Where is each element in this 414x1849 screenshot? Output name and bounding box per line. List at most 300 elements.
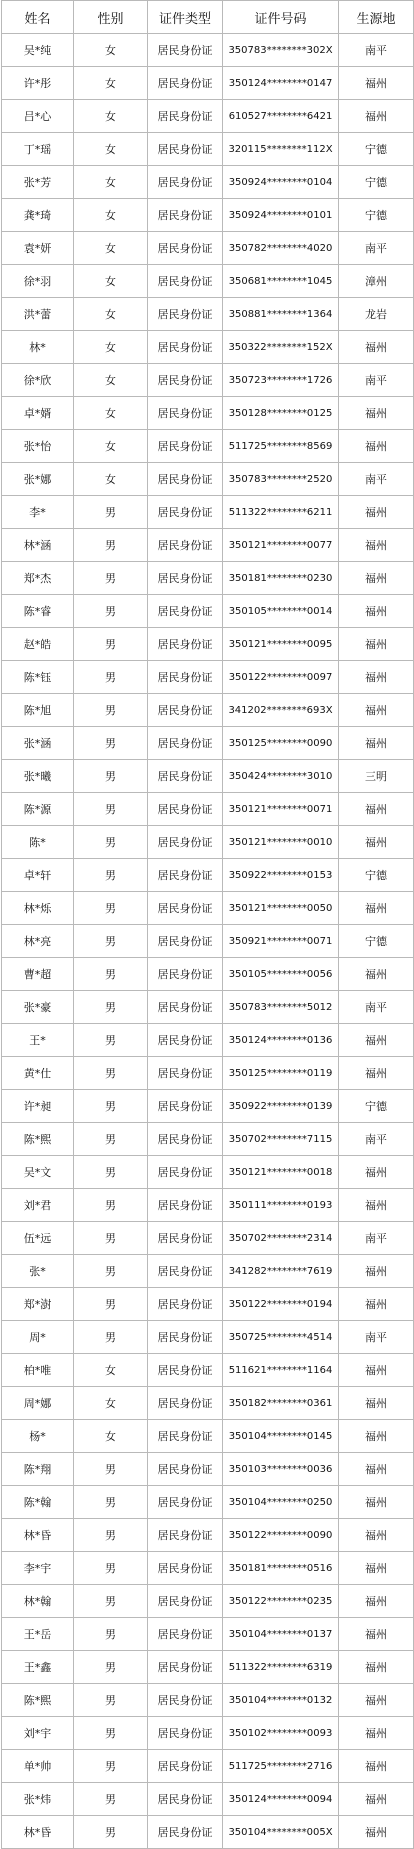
name-cell: 林*: [2, 331, 74, 364]
origin-cell: 南平: [339, 1222, 414, 1255]
name-cell: 李*: [2, 496, 74, 529]
table-row: [2, 331, 414, 364]
origin-cell: 宁德: [339, 859, 414, 892]
id-number-cell: 350121********0077: [223, 529, 339, 562]
table-row: [2, 67, 414, 100]
gender-cell: 女: [74, 331, 148, 364]
name-cell: 林*昏: [2, 1816, 74, 1849]
table-row: [2, 100, 414, 133]
id-type-cell: 居民身份证: [148, 331, 223, 364]
table-row: [2, 1453, 414, 1486]
name-cell: 刘*君: [2, 1189, 74, 1222]
id-type-cell: 居民身份证: [148, 826, 223, 859]
gender-cell: 男: [74, 1486, 148, 1519]
name-cell: 林*涵: [2, 529, 74, 562]
origin-cell: 福州: [339, 1288, 414, 1321]
table-row: [2, 1123, 414, 1156]
id-type-cell: 居民身份证: [148, 166, 223, 199]
id-number-cell: 350122********0097: [223, 661, 339, 694]
table-row: [2, 1783, 414, 1816]
gender-cell: 女: [74, 133, 148, 166]
gender-cell: 女: [74, 265, 148, 298]
id-number-cell: 320115********112X: [223, 133, 339, 166]
origin-cell: 福州: [339, 1684, 414, 1717]
name-cell: 张*怡: [2, 430, 74, 463]
id-number-cell: 350105********0056: [223, 958, 339, 991]
id-type-cell: 居民身份证: [148, 1090, 223, 1123]
table-row: [2, 1090, 414, 1123]
origin-cell: 福州: [339, 562, 414, 595]
id-type-cell: 居民身份证: [148, 859, 223, 892]
id-number-cell: 511322********6319: [223, 1651, 339, 1684]
id-type-cell: 居民身份证: [148, 1420, 223, 1453]
id-type-cell: 居民身份证: [148, 925, 223, 958]
name-cell: 王*鑫: [2, 1651, 74, 1684]
gender-cell: 男: [74, 1453, 148, 1486]
gender-cell: 男: [74, 1816, 148, 1849]
id-type-cell: 居民身份证: [148, 1123, 223, 1156]
table-row: [2, 826, 414, 859]
id-type-cell: 居民身份证: [148, 100, 223, 133]
name-cell: 张*: [2, 1255, 74, 1288]
gender-cell: 男: [74, 628, 148, 661]
table-row: [2, 1255, 414, 1288]
id-number-cell: 350924********0101: [223, 199, 339, 232]
gender-cell: 男: [74, 1222, 148, 1255]
origin-cell: 福州: [339, 1519, 414, 1552]
origin-cell: 福州: [339, 1486, 414, 1519]
gender-cell: 女: [74, 34, 148, 67]
id-type-cell: 居民身份证: [148, 958, 223, 991]
gender-cell: 男: [74, 1783, 148, 1816]
table-row: [2, 1684, 414, 1717]
name-cell: 丁*瑶: [2, 133, 74, 166]
gender-cell: 男: [74, 1552, 148, 1585]
table-row: [2, 859, 414, 892]
table-row: [2, 1156, 414, 1189]
id-number-cell: 350121********0018: [223, 1156, 339, 1189]
name-cell: 陈*翰: [2, 1486, 74, 1519]
origin-cell: 宁德: [339, 166, 414, 199]
origin-cell: 南平: [339, 364, 414, 397]
origin-cell: 福州: [339, 826, 414, 859]
gender-cell: 女: [74, 166, 148, 199]
table-row: [2, 1288, 414, 1321]
origin-cell: 南平: [339, 1321, 414, 1354]
id-number-cell: 350322********152X: [223, 331, 339, 364]
table-row: [2, 661, 414, 694]
id-type-cell: 居民身份证: [148, 463, 223, 496]
origin-cell: 南平: [339, 1123, 414, 1156]
name-cell: 陈*熙: [2, 1684, 74, 1717]
origin-cell: 三明: [339, 760, 414, 793]
origin-cell: 福州: [339, 1387, 414, 1420]
name-cell: 吕*心: [2, 100, 74, 133]
id-type-cell: 居民身份证: [148, 1321, 223, 1354]
origin-cell: 福州: [339, 661, 414, 694]
origin-cell: 福州: [339, 1816, 414, 1849]
header-gender: 性别: [74, 1, 148, 34]
student-id-table: [1, 0, 414, 1849]
id-number-cell: 350924********0104: [223, 166, 339, 199]
table-row: [2, 760, 414, 793]
id-type-cell: 居民身份证: [148, 1816, 223, 1849]
table-row: [2, 1057, 414, 1090]
id-type-cell: 居民身份证: [148, 1255, 223, 1288]
name-cell: 张*豪: [2, 991, 74, 1024]
id-number-cell: 511725********8569: [223, 430, 339, 463]
name-cell: 吴*纯: [2, 34, 74, 67]
name-cell: 林*亮: [2, 925, 74, 958]
id-type-cell: 居民身份证: [148, 199, 223, 232]
origin-cell: 宁德: [339, 1090, 414, 1123]
gender-cell: 女: [74, 232, 148, 265]
id-type-cell: 居民身份证: [148, 232, 223, 265]
name-cell: 李*宇: [2, 1552, 74, 1585]
gender-cell: 男: [74, 826, 148, 859]
gender-cell: 男: [74, 1024, 148, 1057]
id-type-cell: 居民身份证: [148, 529, 223, 562]
origin-cell: 福州: [339, 1651, 414, 1684]
gender-cell: 男: [74, 661, 148, 694]
origin-cell: 福州: [339, 331, 414, 364]
origin-cell: 福州: [339, 1189, 414, 1222]
gender-cell: 男: [74, 1684, 148, 1717]
id-number-cell: 350111********0193: [223, 1189, 339, 1222]
origin-cell: 宁德: [339, 925, 414, 958]
gender-cell: 男: [74, 562, 148, 595]
id-number-cell: 350681********1045: [223, 265, 339, 298]
name-cell: 周*娜: [2, 1387, 74, 1420]
table-row: [2, 1651, 414, 1684]
id-number-cell: 350104********0137: [223, 1618, 339, 1651]
id-number-cell: 511621********1164: [223, 1354, 339, 1387]
name-cell: 张*娜: [2, 463, 74, 496]
id-type-cell: 居民身份证: [148, 298, 223, 331]
gender-cell: 男: [74, 595, 148, 628]
gender-cell: 男: [74, 1717, 148, 1750]
id-type-cell: 居民身份证: [148, 1057, 223, 1090]
header-name: 姓名: [2, 1, 74, 34]
gender-cell: 男: [74, 1750, 148, 1783]
gender-cell: 男: [74, 1156, 148, 1189]
name-cell: 陈*旭: [2, 694, 74, 727]
gender-cell: 男: [74, 1090, 148, 1123]
name-cell: 王*: [2, 1024, 74, 1057]
name-cell: 黄*仕: [2, 1057, 74, 1090]
header-id-type: 证件类型: [148, 1, 223, 34]
name-cell: 陈*翔: [2, 1453, 74, 1486]
origin-cell: 福州: [339, 1156, 414, 1189]
gender-cell: 男: [74, 529, 148, 562]
origin-cell: 福州: [339, 1420, 414, 1453]
name-cell: 陈*熙: [2, 1123, 74, 1156]
id-type-cell: 居民身份证: [148, 760, 223, 793]
id-number-cell: 350182********0361: [223, 1387, 339, 1420]
name-cell: 林*烁: [2, 892, 74, 925]
origin-cell: 南平: [339, 463, 414, 496]
name-cell: 张*炜: [2, 1783, 74, 1816]
table-row: [2, 1585, 414, 1618]
origin-cell: 福州: [339, 1618, 414, 1651]
id-number-cell: 350424********3010: [223, 760, 339, 793]
table-row: [2, 430, 414, 463]
origin-cell: 福州: [339, 958, 414, 991]
origin-cell: 龙岩: [339, 298, 414, 331]
name-cell: 柏*唯: [2, 1354, 74, 1387]
id-type-cell: 居民身份证: [148, 628, 223, 661]
id-type-cell: 居民身份证: [148, 793, 223, 826]
name-cell: 张*芳: [2, 166, 74, 199]
id-type-cell: 居民身份证: [148, 661, 223, 694]
gender-cell: 男: [74, 727, 148, 760]
table-row: [2, 232, 414, 265]
header-id-number: 证件号码: [223, 1, 339, 34]
id-number-cell: 350124********0136: [223, 1024, 339, 1057]
id-number-cell: 350122********0090: [223, 1519, 339, 1552]
id-number-cell: 350783********302X: [223, 34, 339, 67]
name-cell: 张*曦: [2, 760, 74, 793]
origin-cell: 福州: [339, 496, 414, 529]
name-cell: 卓*婿: [2, 397, 74, 430]
id-number-cell: 350181********0230: [223, 562, 339, 595]
gender-cell: 女: [74, 1354, 148, 1387]
id-type-cell: 居民身份证: [148, 1552, 223, 1585]
origin-cell: 福州: [339, 529, 414, 562]
id-number-cell: 350702********7115: [223, 1123, 339, 1156]
id-number-cell: 610527********6421: [223, 100, 339, 133]
gender-cell: 男: [74, 859, 148, 892]
id-number-cell: 350128********0125: [223, 397, 339, 430]
id-type-cell: 居民身份证: [148, 595, 223, 628]
origin-cell: 福州: [339, 1354, 414, 1387]
id-type-cell: 居民身份证: [148, 430, 223, 463]
id-type-cell: 居民身份证: [148, 892, 223, 925]
id-type-cell: 居民身份证: [148, 562, 223, 595]
name-cell: 杨*: [2, 1420, 74, 1453]
id-number-cell: 350124********0147: [223, 67, 339, 100]
origin-cell: 福州: [339, 628, 414, 661]
gender-cell: 男: [74, 925, 148, 958]
id-number-cell: 341282********7619: [223, 1255, 339, 1288]
name-cell: 许*彤: [2, 67, 74, 100]
gender-cell: 男: [74, 1618, 148, 1651]
id-type-cell: 居民身份证: [148, 364, 223, 397]
origin-cell: 福州: [339, 1453, 414, 1486]
table-row: [2, 199, 414, 232]
gender-cell: 男: [74, 991, 148, 1024]
id-number-cell: 350922********0153: [223, 859, 339, 892]
id-type-cell: 居民身份证: [148, 1354, 223, 1387]
name-cell: 林*翰: [2, 1585, 74, 1618]
gender-cell: 男: [74, 496, 148, 529]
gender-cell: 男: [74, 760, 148, 793]
name-cell: 林*昏: [2, 1519, 74, 1552]
table-row: [2, 628, 414, 661]
header-origin: 生源地: [339, 1, 414, 34]
origin-cell: 漳州: [339, 265, 414, 298]
origin-cell: 宁德: [339, 133, 414, 166]
id-number-cell: 341202********693X: [223, 694, 339, 727]
id-number-cell: 350103********0036: [223, 1453, 339, 1486]
gender-cell: 男: [74, 793, 148, 826]
gender-cell: 女: [74, 67, 148, 100]
id-type-cell: 居民身份证: [148, 1387, 223, 1420]
table-row: [2, 1189, 414, 1222]
id-number-cell: 350104********0132: [223, 1684, 339, 1717]
origin-cell: 福州: [339, 1057, 414, 1090]
id-number-cell: 350122********0235: [223, 1585, 339, 1618]
id-number-cell: 350125********0090: [223, 727, 339, 760]
gender-cell: 男: [74, 1585, 148, 1618]
table-row: [2, 1222, 414, 1255]
id-number-cell: 350783********2520: [223, 463, 339, 496]
id-type-cell: 居民身份证: [148, 1189, 223, 1222]
id-type-cell: 居民身份证: [148, 1288, 223, 1321]
id-type-cell: 居民身份证: [148, 1519, 223, 1552]
origin-cell: 福州: [339, 397, 414, 430]
table-row: [2, 991, 414, 1024]
name-cell: 陈*睿: [2, 595, 74, 628]
table-row: [2, 34, 414, 67]
origin-cell: 福州: [339, 1750, 414, 1783]
origin-cell: 福州: [339, 1552, 414, 1585]
name-cell: 周*: [2, 1321, 74, 1354]
gender-cell: 男: [74, 1519, 148, 1552]
origin-cell: 福州: [339, 1585, 414, 1618]
gender-cell: 男: [74, 892, 148, 925]
origin-cell: 福州: [339, 727, 414, 760]
id-number-cell: 350124********0094: [223, 1783, 339, 1816]
id-type-cell: 居民身份证: [148, 496, 223, 529]
table-row: [2, 298, 414, 331]
table-row: [2, 562, 414, 595]
origin-cell: 福州: [339, 1024, 414, 1057]
gender-cell: 女: [74, 1420, 148, 1453]
id-type-cell: 居民身份证: [148, 694, 223, 727]
id-number-cell: 350783********5012: [223, 991, 339, 1024]
id-type-cell: 居民身份证: [148, 1684, 223, 1717]
name-cell: 洪*蕾: [2, 298, 74, 331]
id-type-cell: 居民身份证: [148, 265, 223, 298]
id-number-cell: 350104********0250: [223, 1486, 339, 1519]
table-row: [2, 1024, 414, 1057]
name-cell: 伍*远: [2, 1222, 74, 1255]
id-number-cell: 350922********0139: [223, 1090, 339, 1123]
table-row: [2, 463, 414, 496]
id-type-cell: 居民身份证: [148, 1024, 223, 1057]
origin-cell: 福州: [339, 430, 414, 463]
id-number-cell: 350121********0071: [223, 793, 339, 826]
origin-cell: 宁德: [339, 199, 414, 232]
origin-cell: 福州: [339, 694, 414, 727]
table-row: [2, 397, 414, 430]
id-type-cell: 居民身份证: [148, 991, 223, 1024]
name-cell: 徐*羽: [2, 265, 74, 298]
gender-cell: 女: [74, 397, 148, 430]
id-type-cell: 居民身份证: [148, 1750, 223, 1783]
name-cell: 单*帅: [2, 1750, 74, 1783]
table-row: [2, 166, 414, 199]
table-row: [2, 727, 414, 760]
origin-cell: 福州: [339, 892, 414, 925]
table-row: [2, 1717, 414, 1750]
name-cell: 卓*轩: [2, 859, 74, 892]
gender-cell: 男: [74, 1321, 148, 1354]
name-cell: 吴*文: [2, 1156, 74, 1189]
gender-cell: 男: [74, 1255, 148, 1288]
table-row: [2, 133, 414, 166]
gender-cell: 女: [74, 430, 148, 463]
header-row: [2, 1, 414, 34]
gender-cell: 男: [74, 1057, 148, 1090]
name-cell: 陈*源: [2, 793, 74, 826]
id-number-cell: 350782********4020: [223, 232, 339, 265]
id-number-cell: 350121********0095: [223, 628, 339, 661]
gender-cell: 男: [74, 1651, 148, 1684]
id-number-cell: 350125********0119: [223, 1057, 339, 1090]
name-cell: 曹*超: [2, 958, 74, 991]
name-cell: 王*岳: [2, 1618, 74, 1651]
table-row: [2, 1816, 414, 1849]
gender-cell: 男: [74, 958, 148, 991]
id-number-cell: 350181********0516: [223, 1552, 339, 1585]
origin-cell: 福州: [339, 1255, 414, 1288]
gender-cell: 女: [74, 1387, 148, 1420]
id-number-cell: 350921********0071: [223, 925, 339, 958]
table-row: [2, 529, 414, 562]
origin-cell: 福州: [339, 1717, 414, 1750]
id-number-cell: 350725********4514: [223, 1321, 339, 1354]
table-row: [2, 265, 414, 298]
gender-cell: 男: [74, 694, 148, 727]
gender-cell: 女: [74, 463, 148, 496]
id-number-cell: 511322********6211: [223, 496, 339, 529]
id-type-cell: 居民身份证: [148, 34, 223, 67]
table-row: [2, 496, 414, 529]
id-type-cell: 居民身份证: [148, 1651, 223, 1684]
id-type-cell: 居民身份证: [148, 1783, 223, 1816]
origin-cell: 福州: [339, 793, 414, 826]
name-cell: 陈*钰: [2, 661, 74, 694]
table-row: [2, 892, 414, 925]
table-row: [2, 1354, 414, 1387]
gender-cell: 女: [74, 199, 148, 232]
id-number-cell: 511725********2716: [223, 1750, 339, 1783]
id-type-cell: 居民身份证: [148, 397, 223, 430]
gender-cell: 女: [74, 364, 148, 397]
name-cell: 徐*欣: [2, 364, 74, 397]
name-cell: 许*昶: [2, 1090, 74, 1123]
id-type-cell: 居民身份证: [148, 133, 223, 166]
table-row: [2, 793, 414, 826]
id-type-cell: 居民身份证: [148, 1486, 223, 1519]
id-number-cell: 350121********0050: [223, 892, 339, 925]
name-cell: 刘*宇: [2, 1717, 74, 1750]
origin-cell: 南平: [339, 232, 414, 265]
id-number-cell: 350121********0010: [223, 826, 339, 859]
gender-cell: 男: [74, 1189, 148, 1222]
origin-cell: 福州: [339, 595, 414, 628]
origin-cell: 南平: [339, 34, 414, 67]
id-number-cell: 350102********0093: [223, 1717, 339, 1750]
origin-cell: 福州: [339, 67, 414, 100]
name-cell: 赵*皓: [2, 628, 74, 661]
table-row: [2, 925, 414, 958]
id-type-cell: 居民身份证: [148, 1585, 223, 1618]
table-row: [2, 1750, 414, 1783]
table-row: [2, 1552, 414, 1585]
